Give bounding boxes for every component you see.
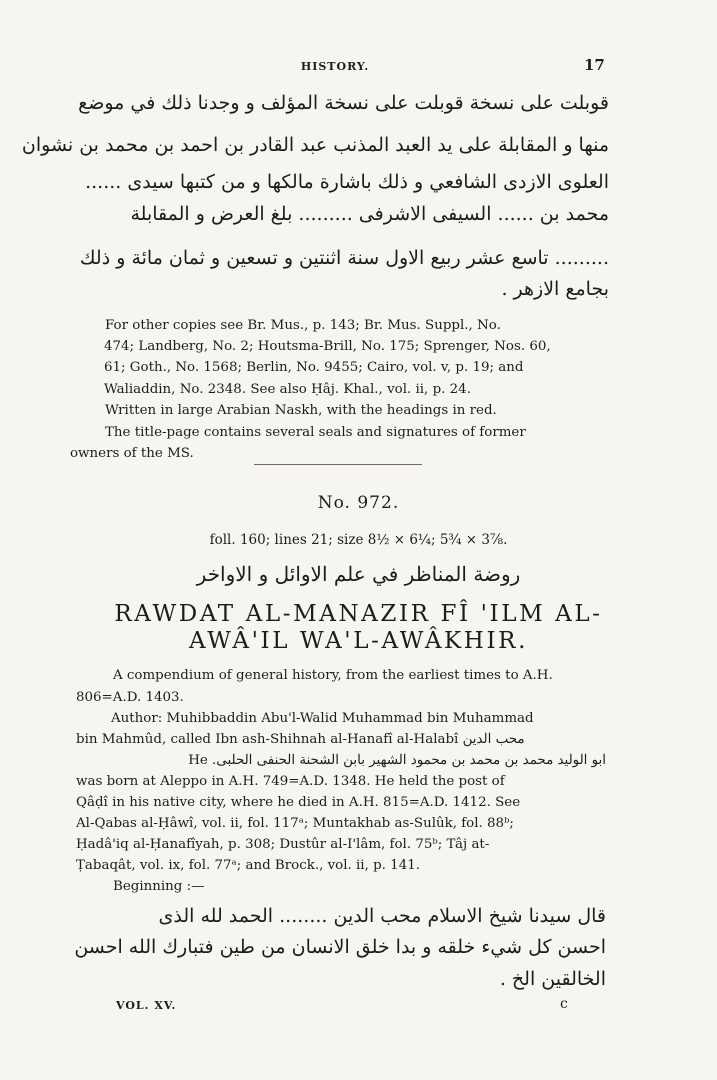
- arabic-colophon-line: ......... تاسع عشر ربيع الاول سنة اثنتين و تسعين و ثمان مائة و ذلك: [79, 247, 609, 269]
- section-divider: [254, 464, 422, 465]
- author-line: Ḥadâ'iq al-Ḥanafîyah, p. 308; Dustûr al-I'lâm, fol. 75ᵇ; Tâj at-: [76, 837, 490, 852]
- author-line: Qâḍî in his native city, where he died in A.H. 815=A.D. 1412. See: [76, 795, 521, 810]
- arabic-beginning-line: احسن كل شيء خلقه و بدا خلق الانسان من طين فتبارك الله احسن: [74, 936, 606, 958]
- description-line: 806=A.D. 1403.: [76, 690, 184, 705]
- arabic-beginning-line: قال سيدنا شيخ الاسلام محب الدين ........ الحمد لله الذى: [158, 905, 606, 927]
- copies-note-line: 61; Goth., No. 1568; Berlin, No. 9455; Cairo, vol. v, p. 19; and: [104, 360, 524, 375]
- page-number: 17: [584, 56, 605, 74]
- entry-number: No. 972.: [317, 493, 400, 513]
- author-line: Al-Qabas al-Ḥâwî, vol. ii, fol. 117ᵃ; Muntakhab as-Sulûk, fol. 88ᵇ;: [76, 816, 514, 831]
- author-line: Ṭabaqât, vol. ix, fol. 77ᵃ; and Brock., vol. ii, p. 141.: [76, 858, 420, 873]
- author-line: ابو الوليد محمد بن محمد بن محمود الشهير بابن الشحنة الحنفى الحلبى. He: [188, 753, 606, 768]
- title-page-note-line: The title-page contains several seals and signatures of former: [105, 425, 526, 440]
- transliterated-title-line: RAWDAT AL-MANAZIR FÎ 'ILM AL-: [114, 601, 603, 627]
- arabic-colophon-line: العلوى الازدى الشافعي و ذلك باشارة مالكها و من كتبها سيدى ......: [85, 171, 609, 193]
- entry-folios: foll. 160; lines 21; size 8½ × 6¼; 5¾ × 3⅞.: [209, 532, 508, 548]
- script-note: Written in large Arabian Naskh, with the headings in red.: [105, 403, 497, 418]
- arabic-colophon-line: منها و المقابلة على يد العبد المذنب عبد القادر بن احمد بن محمد بن نشوان: [21, 134, 609, 156]
- arabic-colophon-line: قوبلت على نسخة قوبلت على نسخة المؤلف و وجدنا ذلك في موضع: [78, 92, 609, 114]
- transliterated-title-line: AWÂ'IL WA'L-AWÂKHIR.: [189, 628, 528, 654]
- description-line: A compendium of general history, from the earliest times to A.H.: [113, 668, 553, 683]
- title-page-note-line: owners of the MS.: [70, 446, 194, 461]
- copies-note-line: 474; Landberg, No. 2; Houtsma-Brill, No. 175; Sprenger, Nos. 60,: [104, 339, 551, 354]
- author-line: was born at Aleppo in A.H. 749=A.D. 1348. He held the post of: [76, 774, 505, 789]
- volume-label: VOL. XV.: [116, 999, 177, 1012]
- author-line: bin Mahmûd, called Ibn ash-Shihnah al-Hanafî al-Halabî محب الدين: [76, 732, 525, 747]
- running-header-title: HISTORY.: [300, 60, 370, 73]
- arabic-beginning-line: الخالقين الخ .: [499, 968, 606, 990]
- beginning-label: Beginning :—: [113, 879, 205, 894]
- copies-note-line: For other copies see Br. Mus., p. 143; Br. Mus. Suppl., No.: [105, 318, 501, 333]
- author-line: Author: Muhibbaddin Abu'l-Walid Muhammad bin Muhammad: [111, 711, 534, 726]
- copies-note-line: Waliaddin, No. 2348. See also Ḥâj. Khal., vol. ii, p. 24.: [104, 382, 471, 397]
- arabic-colophon-line: بجامع الازهر .: [501, 278, 609, 300]
- arabic-title: روضة المناظر في علم الاوائل و الاواخر: [196, 562, 521, 586]
- arabic-colophon-line: محمد بن ...... السيفى الاشرفى ......... بلغ العرض و المقابلة: [130, 203, 609, 225]
- signature-mark: c: [560, 996, 568, 1012]
